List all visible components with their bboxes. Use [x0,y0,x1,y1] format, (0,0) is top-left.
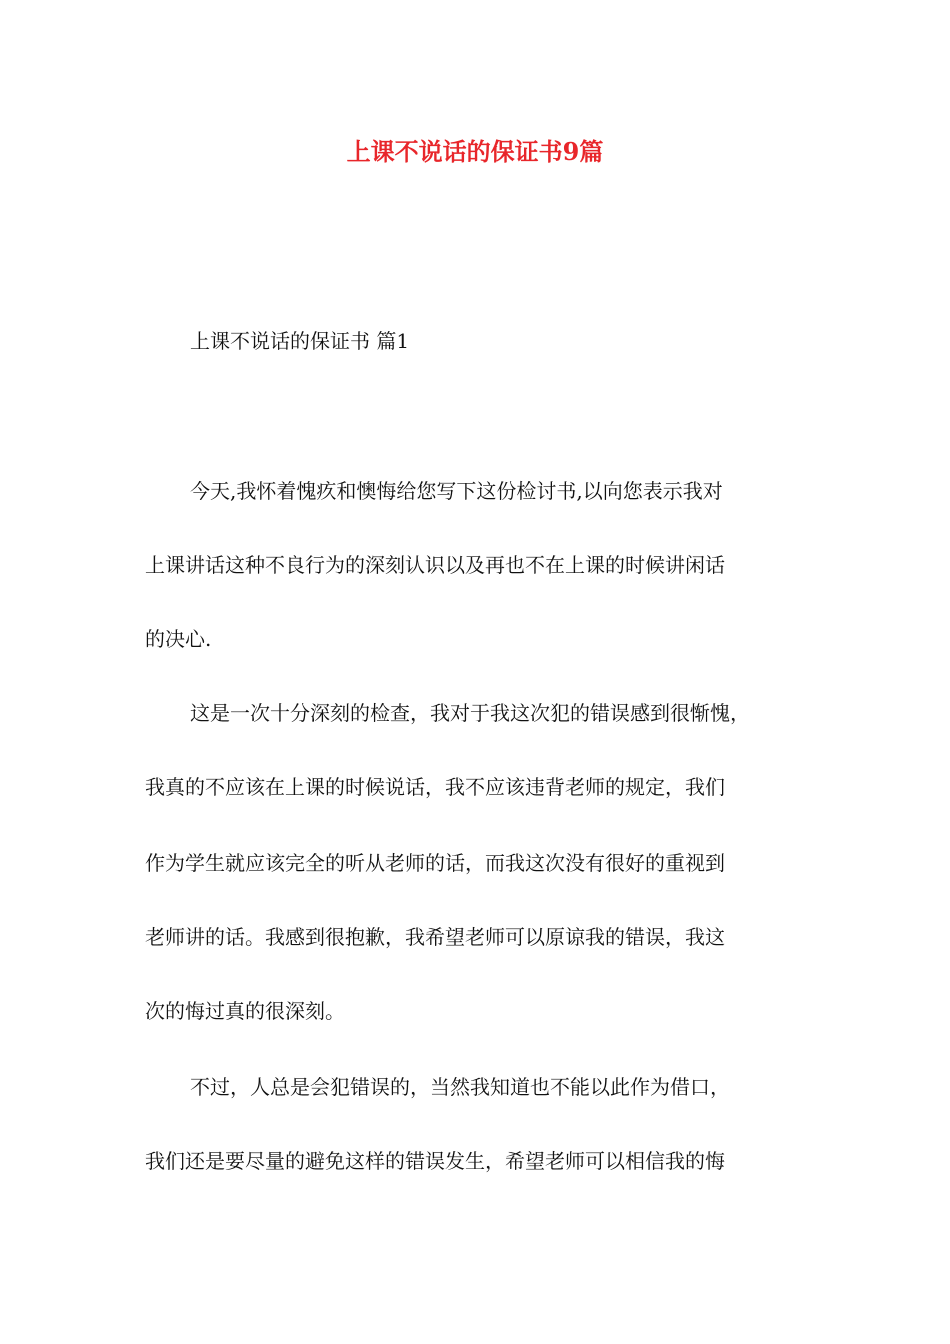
paragraph-line: 今天,我怀着愧疚和懊悔给您写下这份检讨书,以向您表示我对 [190,479,723,503]
paragraph-line: 老师讲的话。我感到很抱歉，我希望老师可以原谅我的错误，我这 [145,925,725,949]
paragraph-line: 这是一次十分深刻的检查，我对于我这次犯的错误感到很惭愧， [190,701,750,725]
paragraph-line: 次的悔过真的很深刻。 [145,999,345,1023]
paragraph-line: 的决心. [145,627,212,651]
paragraph-line: 不过，人总是会犯错误的，当然我知道也不能以此作为借口， [190,1075,730,1099]
paragraph-line: 上课讲话这种不良行为的深刻认识以及再也不在上课的时候讲闲话 [145,553,725,577]
paragraph-line: 我们还是要尽量的避免这样的错误发生，希望老师可以相信我的悔 [145,1149,725,1173]
section-heading: 上课不说话的保证书 篇1 [190,329,410,353]
paragraph-line: 我真的不应该在上课的时候说话，我不应该违背老师的规定，我们 [145,775,725,799]
document-title: 上课不说话的保证书9篇 [346,137,604,166]
paragraph-line: 作为学生就应该完全的听从老师的话，而我这次没有很好的重视到 [145,851,725,875]
